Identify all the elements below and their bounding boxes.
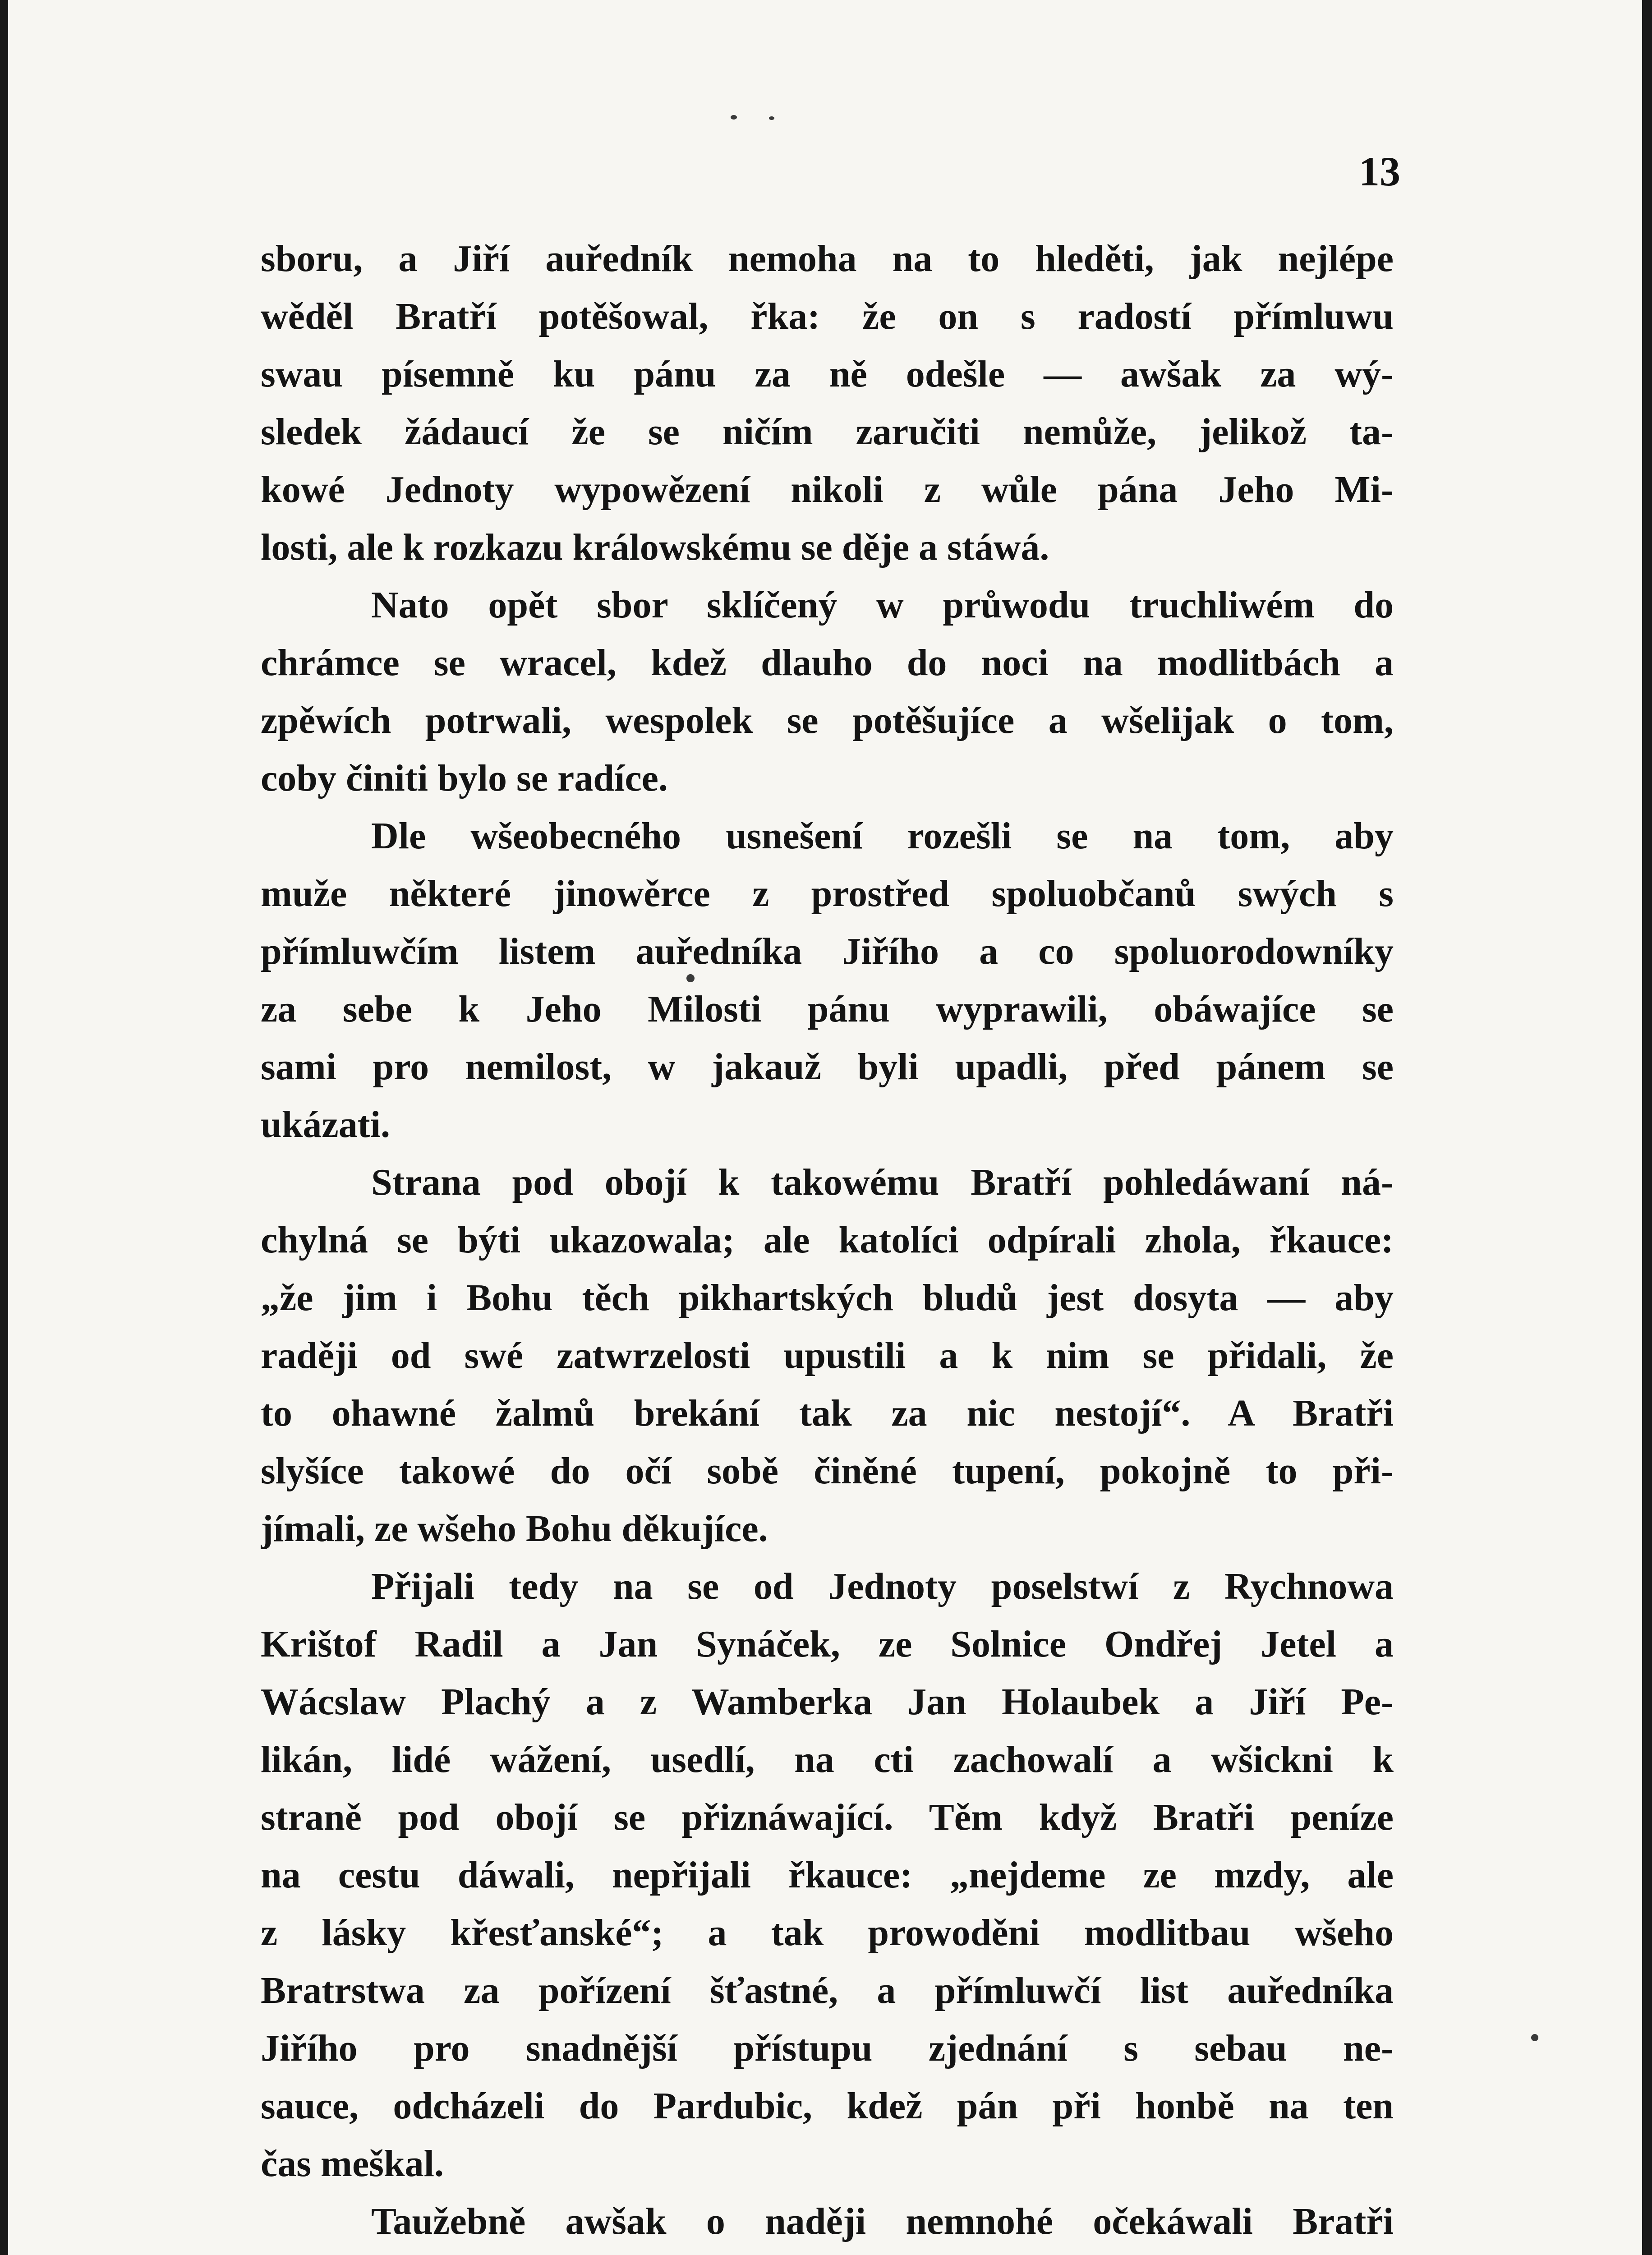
text-line: „že jim i Bohu těch pikhartských bludů jest dosyta — aby bbox=[261, 1277, 1394, 1319]
text-line: Bratrstwa za pořízení šťastné, a přímluwčí list auředníka bbox=[261, 1970, 1394, 2011]
text-line: Krištof Radil a Jan Synáček, ze Solnice Ondřej Jetel a bbox=[261, 1623, 1394, 1665]
text-line: muže některé jinowěrce z prostřed spoluobčanů swých s bbox=[261, 873, 1394, 915]
text-line: Strana pod obojí k takowému Bratří pohledáwaní ná- bbox=[371, 1161, 1394, 1203]
text-line: to ohawné žalmů brekání tak za nic nestojí“. A Bratři bbox=[261, 1392, 1394, 1434]
text-line: Nato opět sbor sklíčený w průwodu truchliwém do bbox=[371, 584, 1394, 626]
text-line: chylná se býti ukazowala; ale katolíci odpírali zhola, řkauce: bbox=[261, 1219, 1394, 1261]
text-line: přímluwčím listem auředníka Jiřího a co spoluorodowníky bbox=[261, 930, 1394, 972]
text-line: z lásky křesťanské“; a tak prowoděni modlitbau wšeho bbox=[261, 1912, 1394, 1954]
text-line: čas meškal. bbox=[261, 2143, 444, 2185]
text-line: slyšíce takowé do očí sobě činěné tupení, pokojně to při- bbox=[261, 1450, 1394, 1492]
body-text bbox=[261, 230, 1394, 2255]
text-line: sami pro nemilost, w jakauž byli upadli, před pánem se bbox=[261, 1046, 1394, 1088]
text-line: Dle wšeobecného usnešení rozešli se na tom, aby bbox=[371, 815, 1394, 857]
text-line: jímali, ze wšeho Bohu děkujíce. bbox=[261, 1508, 768, 1550]
text-line: wěděl Bratří potěšowal, řka: že on s radostí přímluwu bbox=[261, 295, 1394, 337]
speck-mark bbox=[731, 115, 737, 120]
text-line: ukázati. bbox=[261, 1104, 391, 1146]
text-line: chrámce se wracel, kdež dlauho do noci na modlitbách a bbox=[261, 642, 1394, 684]
speck-mark bbox=[1531, 2034, 1538, 2041]
text-line: sauce, odcházeli do Pardubic, kdež pán při honbě na ten bbox=[261, 2085, 1394, 2127]
speck-mark bbox=[769, 116, 774, 120]
text-line: sboru, a Jiří auředník nemoha na to hleděti, jak nejlépe bbox=[261, 238, 1394, 280]
text-line: kowé Jednoty wypowězení nikoli z wůle pána Jeho Mi- bbox=[261, 469, 1394, 511]
text-line: sledek žádaucí že se ničím zaručiti nemůže, jelikož ta- bbox=[261, 411, 1394, 453]
text-line: raději od swé zatwrzelosti upustili a k nim se přidali, že bbox=[261, 1335, 1394, 1376]
text-line: zpěwích potrwali, wespolek se potěšujíce a wšelijak o tom, bbox=[261, 700, 1394, 741]
text-line: Wácslaw Plachý a z Wamberka Jan Holaubek a Jiří Pe- bbox=[261, 1681, 1394, 1723]
scan-edge-left bbox=[0, 0, 8, 2255]
text-line: swau písemně ku pánu za ně odešle — awšak za wý- bbox=[261, 353, 1394, 395]
page-number: 13 bbox=[1359, 148, 1400, 194]
text-line: na cestu dáwali, nepřijali řkauce: „nejdeme ze mzdy, ale bbox=[261, 1854, 1394, 1896]
text-line: za sebe k Jeho Milosti pánu wyprawili, obáwajíce se bbox=[261, 988, 1394, 1030]
text-line: losti, ale k rozkazu králowskému se děje a stáwá. bbox=[261, 526, 1049, 568]
text-line: Jiřího pro snadnější přístupu zjednání s sebau ne- bbox=[261, 2027, 1394, 2069]
text-line: likán, lidé wážení, usedlí, na cti zachowalí a wšickni k bbox=[261, 1739, 1394, 1781]
text-line bbox=[261, 2250, 1394, 2255]
text-line: coby činiti bylo se radíce. bbox=[261, 757, 668, 799]
text-line: Taužebně awšak o naději nemnohé očekáwali Bratři bbox=[371, 2200, 1394, 2242]
text-line: straně pod obojí se přiznáwající. Těm když Bratři peníze bbox=[261, 1796, 1394, 1838]
text-line: Přijali tedy na se od Jednoty poselstwí z Rychnowa bbox=[371, 1565, 1394, 1607]
scan-edge-right bbox=[1642, 0, 1652, 2255]
